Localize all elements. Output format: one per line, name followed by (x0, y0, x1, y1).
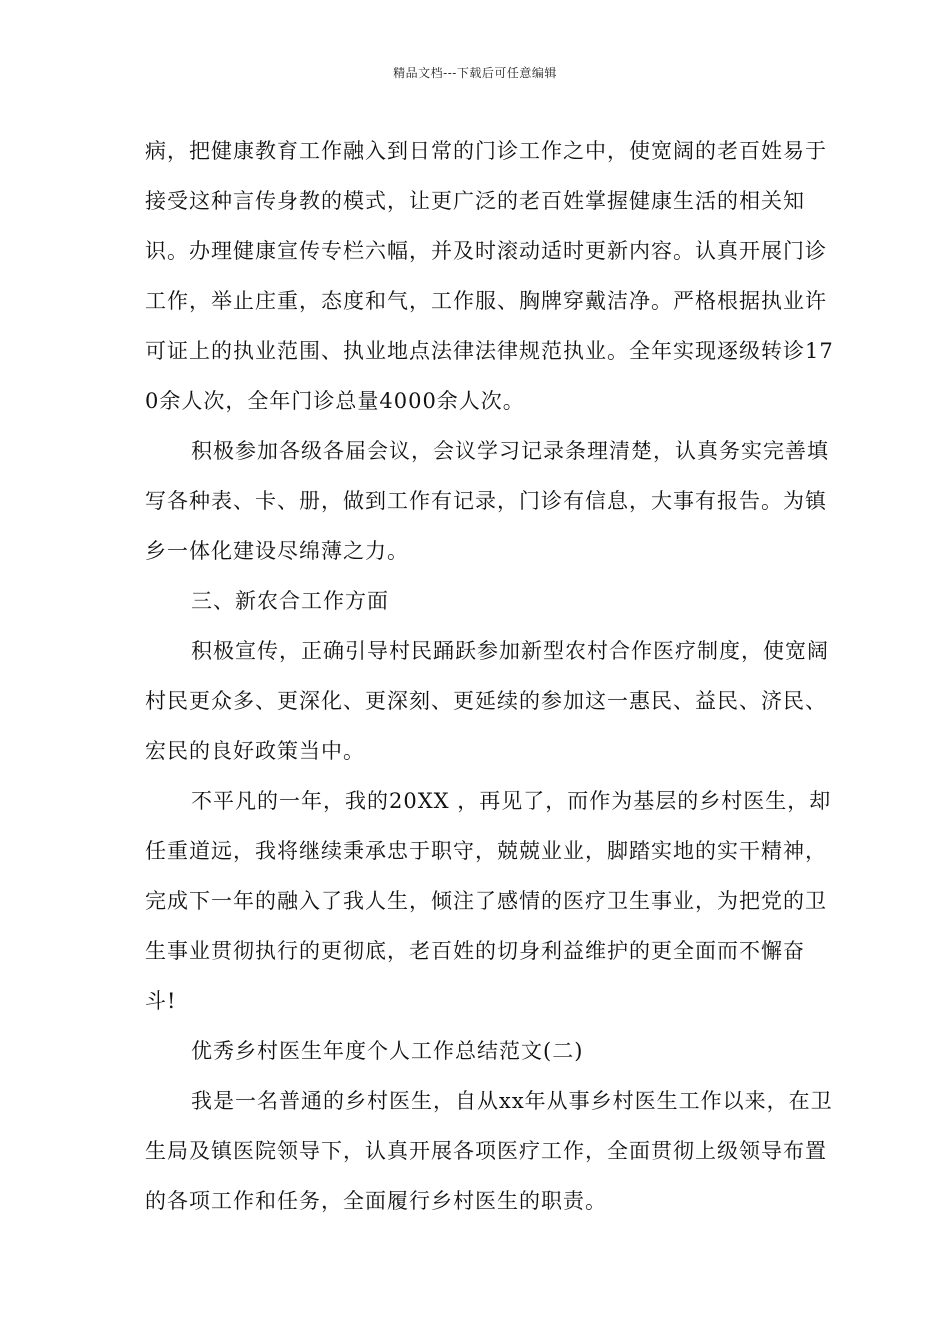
page-header: 精品文档---下载后可任意编辑 (393, 66, 557, 80)
paragraph-intro-two: 我是一名普通的乡村医生，自从xx年从事乡村医生工作以来，在卫生局及镇医院领导下，认真开展各项医疗工作，全面贯彻上级领导布置的各项工作和任务，全面履行乡村医生的职责。 (145, 1089, 833, 1213)
paragraph-ncms: 积极宣传，正确引导村民踊跃参加新型农村合作医疗制度，使宽阔村民更众多、更深化、更深刻、更延续的参加这一惠民、益民、济民、宏民的良好政策当中。 (145, 639, 829, 763)
article-title-two: 优秀乡村医生年度个人工作总结范文(二) (191, 1039, 584, 1063)
paragraph-continuation: 病，把健康教育工作融入到日常的门诊工作之中，使宽阔的老百姓易于接受这种言传身教的模式，让更广泛的老百姓掌握健康生活的相关知识。办理健康宣传专栏六幅，并及时滚动适时更新内容。认真开展门诊工作，举止庄重，态度和气，工作服、胸牌穿戴洁净。严格根据执业许可证上的执业范围、执业地点法律法律规范执业。全年实现逐级转诊170余人次，全年门诊总量4000余人次。 (145, 139, 834, 413)
paragraph-meetings: 积极参加各级各届会议，会议学习记录条理清楚，认真务实完善填写各种表、卡、册，做到工作有记录，门诊有信息，大事有报告。为镇乡一体化建设尽绵薄之力。 (145, 439, 829, 563)
section-heading-ncms: 三、新农合工作方面 (191, 589, 389, 613)
document-body (145, 126, 835, 1226)
paragraph-conclusion: 不平凡的一年，我的20XX ，再见了，而作为基层的乡村医生，却任重道远，我将继续秉承忠于职守，兢兢业业，脚踏实地的实干精神，完成下一年的融入了我人生，倾注了感情的医疗卫生事业，为把党的卫生事业贯彻执行的更彻底，老百姓的切身利益维护的更全面而不懈奋斗! (145, 789, 832, 1013)
